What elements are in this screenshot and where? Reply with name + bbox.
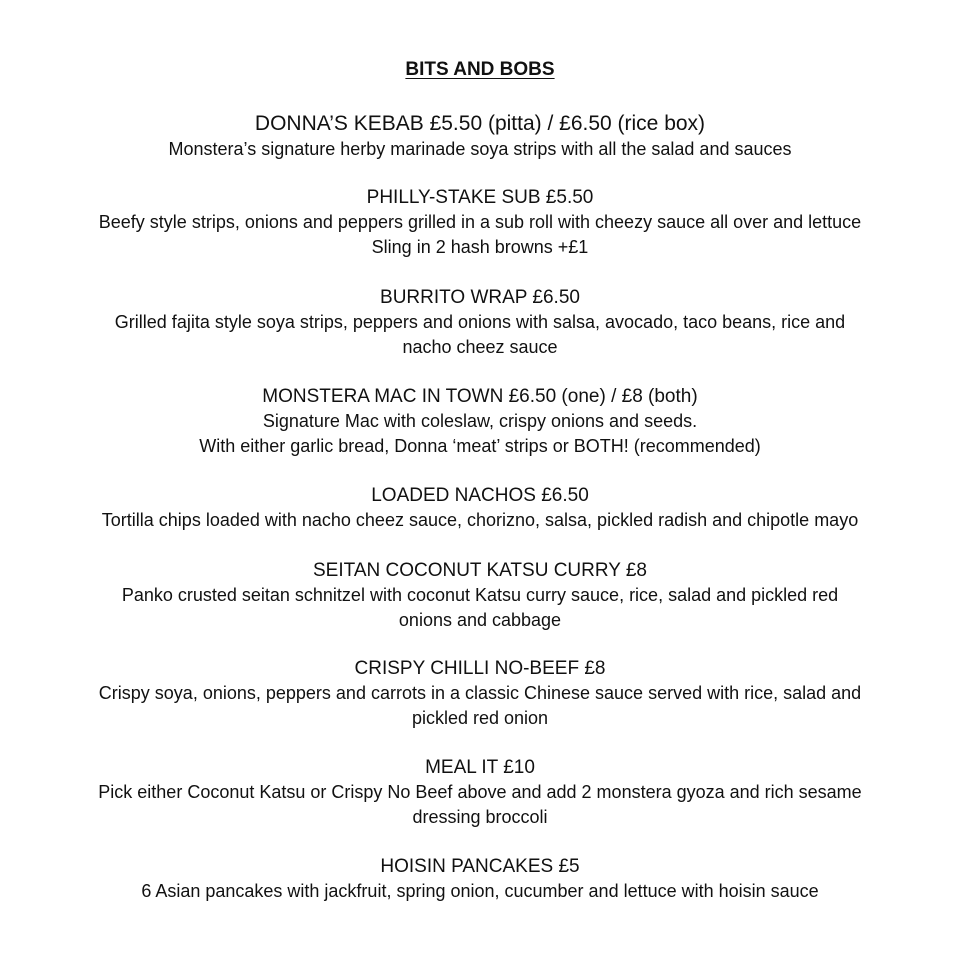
item-description: pickled red onion bbox=[411, 708, 549, 728]
item-name: SEITAN COCONUT KATSU CURRY £8 bbox=[313, 560, 647, 581]
menu-item-donnas-kebab bbox=[40, 110, 920, 162]
item-name: MEAL IT £10 bbox=[425, 757, 535, 778]
item-name: CRISPY CHILLI NO-BEEF £8 bbox=[354, 658, 606, 679]
menu-item-loaded-nachos bbox=[40, 483, 920, 533]
item-description: Panko crusted seitan schnitzel with coconut Katsu curry sauce, rice, salad and pickled red bbox=[121, 585, 839, 605]
item-name: HOISIN PANCAKES £5 bbox=[380, 856, 580, 877]
item-name: BURRITO WRAP £6.50 bbox=[380, 287, 580, 308]
item-description: nacho cheez sauce bbox=[402, 337, 558, 357]
menu-item-burrito-wrap bbox=[40, 285, 920, 360]
menu-item-philly-stake-sub bbox=[40, 185, 920, 260]
menu-item-crispy-chilli-no-beef bbox=[40, 656, 920, 731]
menu-item-hoisin-pancakes bbox=[40, 854, 920, 904]
item-description: Crispy soya, onions, peppers and carrots in a classic Chinese sauce served with rice, salad and bbox=[98, 683, 862, 703]
item-description: Monstera’s signature herby marinade soya strips with all the salad and sauces bbox=[168, 139, 792, 159]
item-name: MONSTERA MAC IN TOWN £6.50 (one) / £8 (both) bbox=[262, 386, 698, 407]
item-description: Tortilla chips loaded with nacho cheez sauce, chorizno, salsa, pickled radish and chipotle mayo bbox=[101, 510, 859, 530]
item-name: LOADED NACHOS £6.50 bbox=[371, 485, 589, 506]
item-description: With either garlic bread, Donna ‘meat’ strips or BOTH! (recommended) bbox=[199, 436, 761, 456]
item-description: Signature Mac with coleslaw, crispy onions and seeds. bbox=[262, 411, 698, 431]
menu-item-monstera-mac-in-town bbox=[40, 384, 920, 459]
item-description: Pick either Coconut Katsu or Crispy No Beef above and add 2 monstera gyoza and rich sesame bbox=[98, 782, 862, 802]
item-description: Sling in 2 hash browns +£1 bbox=[371, 237, 589, 257]
item-description: 6 Asian pancakes with jackfruit, spring onion, cucumber and lettuce with hoisin sauce bbox=[141, 881, 819, 901]
item-description: onions and cabbage bbox=[398, 610, 562, 630]
menu-item-meal-it bbox=[40, 755, 920, 830]
menu-item-seitan-coconut-katsu-curry bbox=[40, 558, 920, 633]
item-name: PHILLY-STAKE SUB £5.50 bbox=[366, 187, 594, 208]
item-description: Grilled fajita style soya strips, peppers and onions with salsa, avocado, taco beans, rice and bbox=[114, 312, 846, 332]
item-description: dressing broccoli bbox=[412, 807, 548, 827]
item-description: Beefy style strips, onions and peppers grilled in a sub roll with cheezy sauce all over and lettuce bbox=[98, 212, 862, 232]
item-name: DONNA’S KEBAB £5.50 (pitta) / £6.50 (rice box) bbox=[254, 112, 706, 135]
section-title: BITS AND BOBS bbox=[405, 59, 555, 80]
